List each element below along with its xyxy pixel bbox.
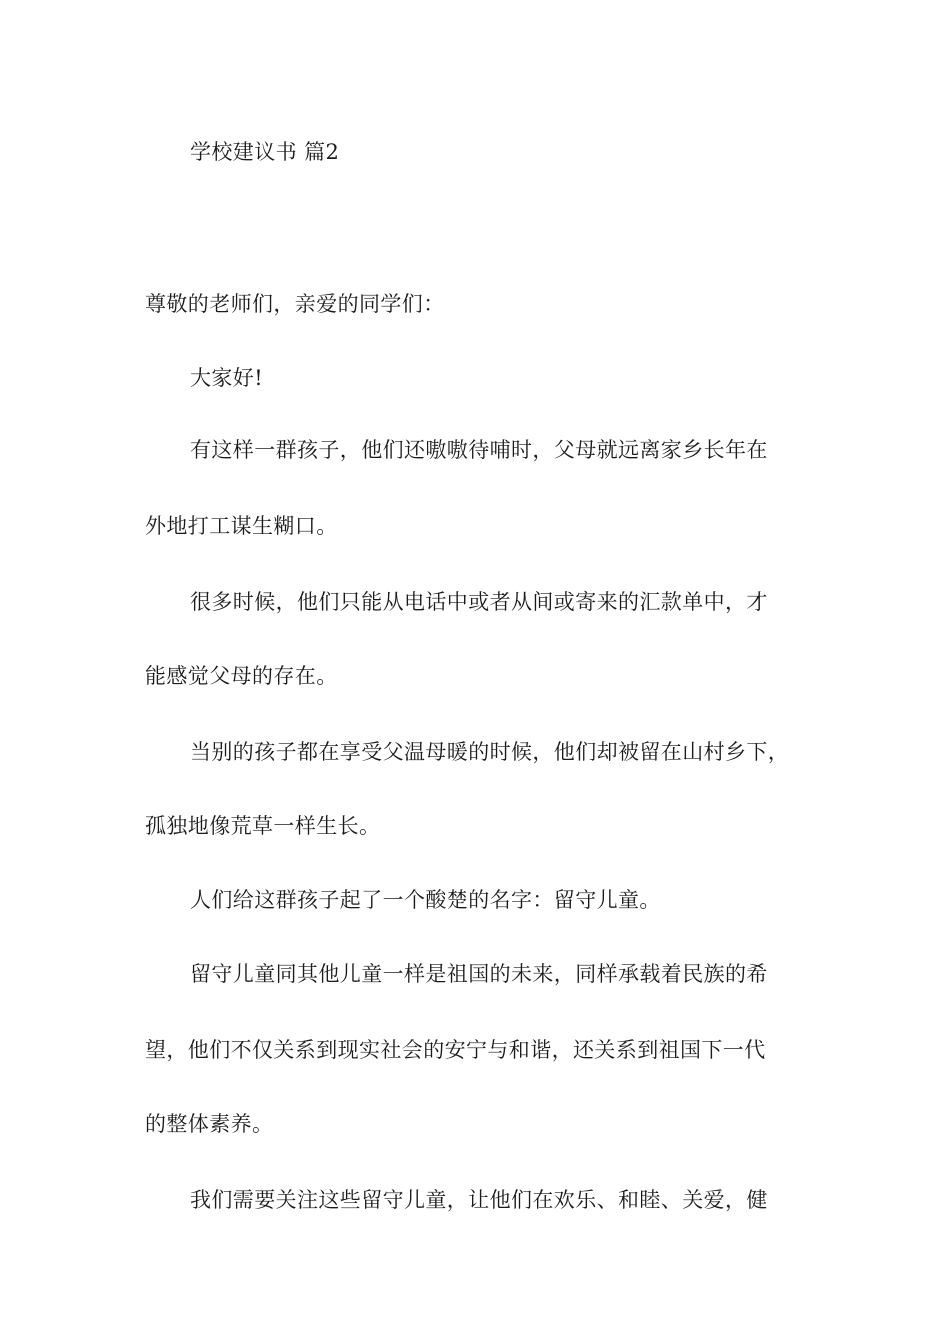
greeting: 大家好! [190, 366, 264, 390]
paragraph-line: 人们给这群孩子起了一个酸楚的名字：留守儿童。 [190, 888, 661, 912]
paragraph-line: 的整体素养。 [145, 1112, 274, 1136]
paragraph-line: 很多时候，他们只能从电话中或者从间或寄来的汇款单中，才 [190, 590, 768, 614]
salutation: 尊敬的老师们，亲爱的同学们： [145, 292, 445, 316]
paragraph-line: 我们需要关注这些留守儿童，让他们在欢乐、和睦、关爱，健 [190, 1188, 768, 1212]
paragraph-line: 望，他们不仅关系到现实社会的安宁与和谐，还关系到祖国下一代 [145, 1038, 766, 1062]
paragraph-line: 留守儿童同其他儿童一样是祖国的未来，同样承载着民族的希 [190, 962, 768, 986]
paragraph-line: 孤独地像荒草一样生长。 [145, 814, 381, 838]
document-title: 学校建议书 篇2 [190, 140, 340, 164]
paragraph-line: 当别的孩子都在享受父温母暖的时候，他们却被留在山村乡下， [190, 740, 790, 764]
paragraph-line: 能感觉父母的存在。 [145, 664, 338, 688]
paragraph-line: 有这样一群孩子，他们还嗷嗷待哺时，父母就远离家乡长年在 [190, 438, 768, 462]
paragraph-line: 外地打工谋生糊口。 [145, 514, 338, 538]
